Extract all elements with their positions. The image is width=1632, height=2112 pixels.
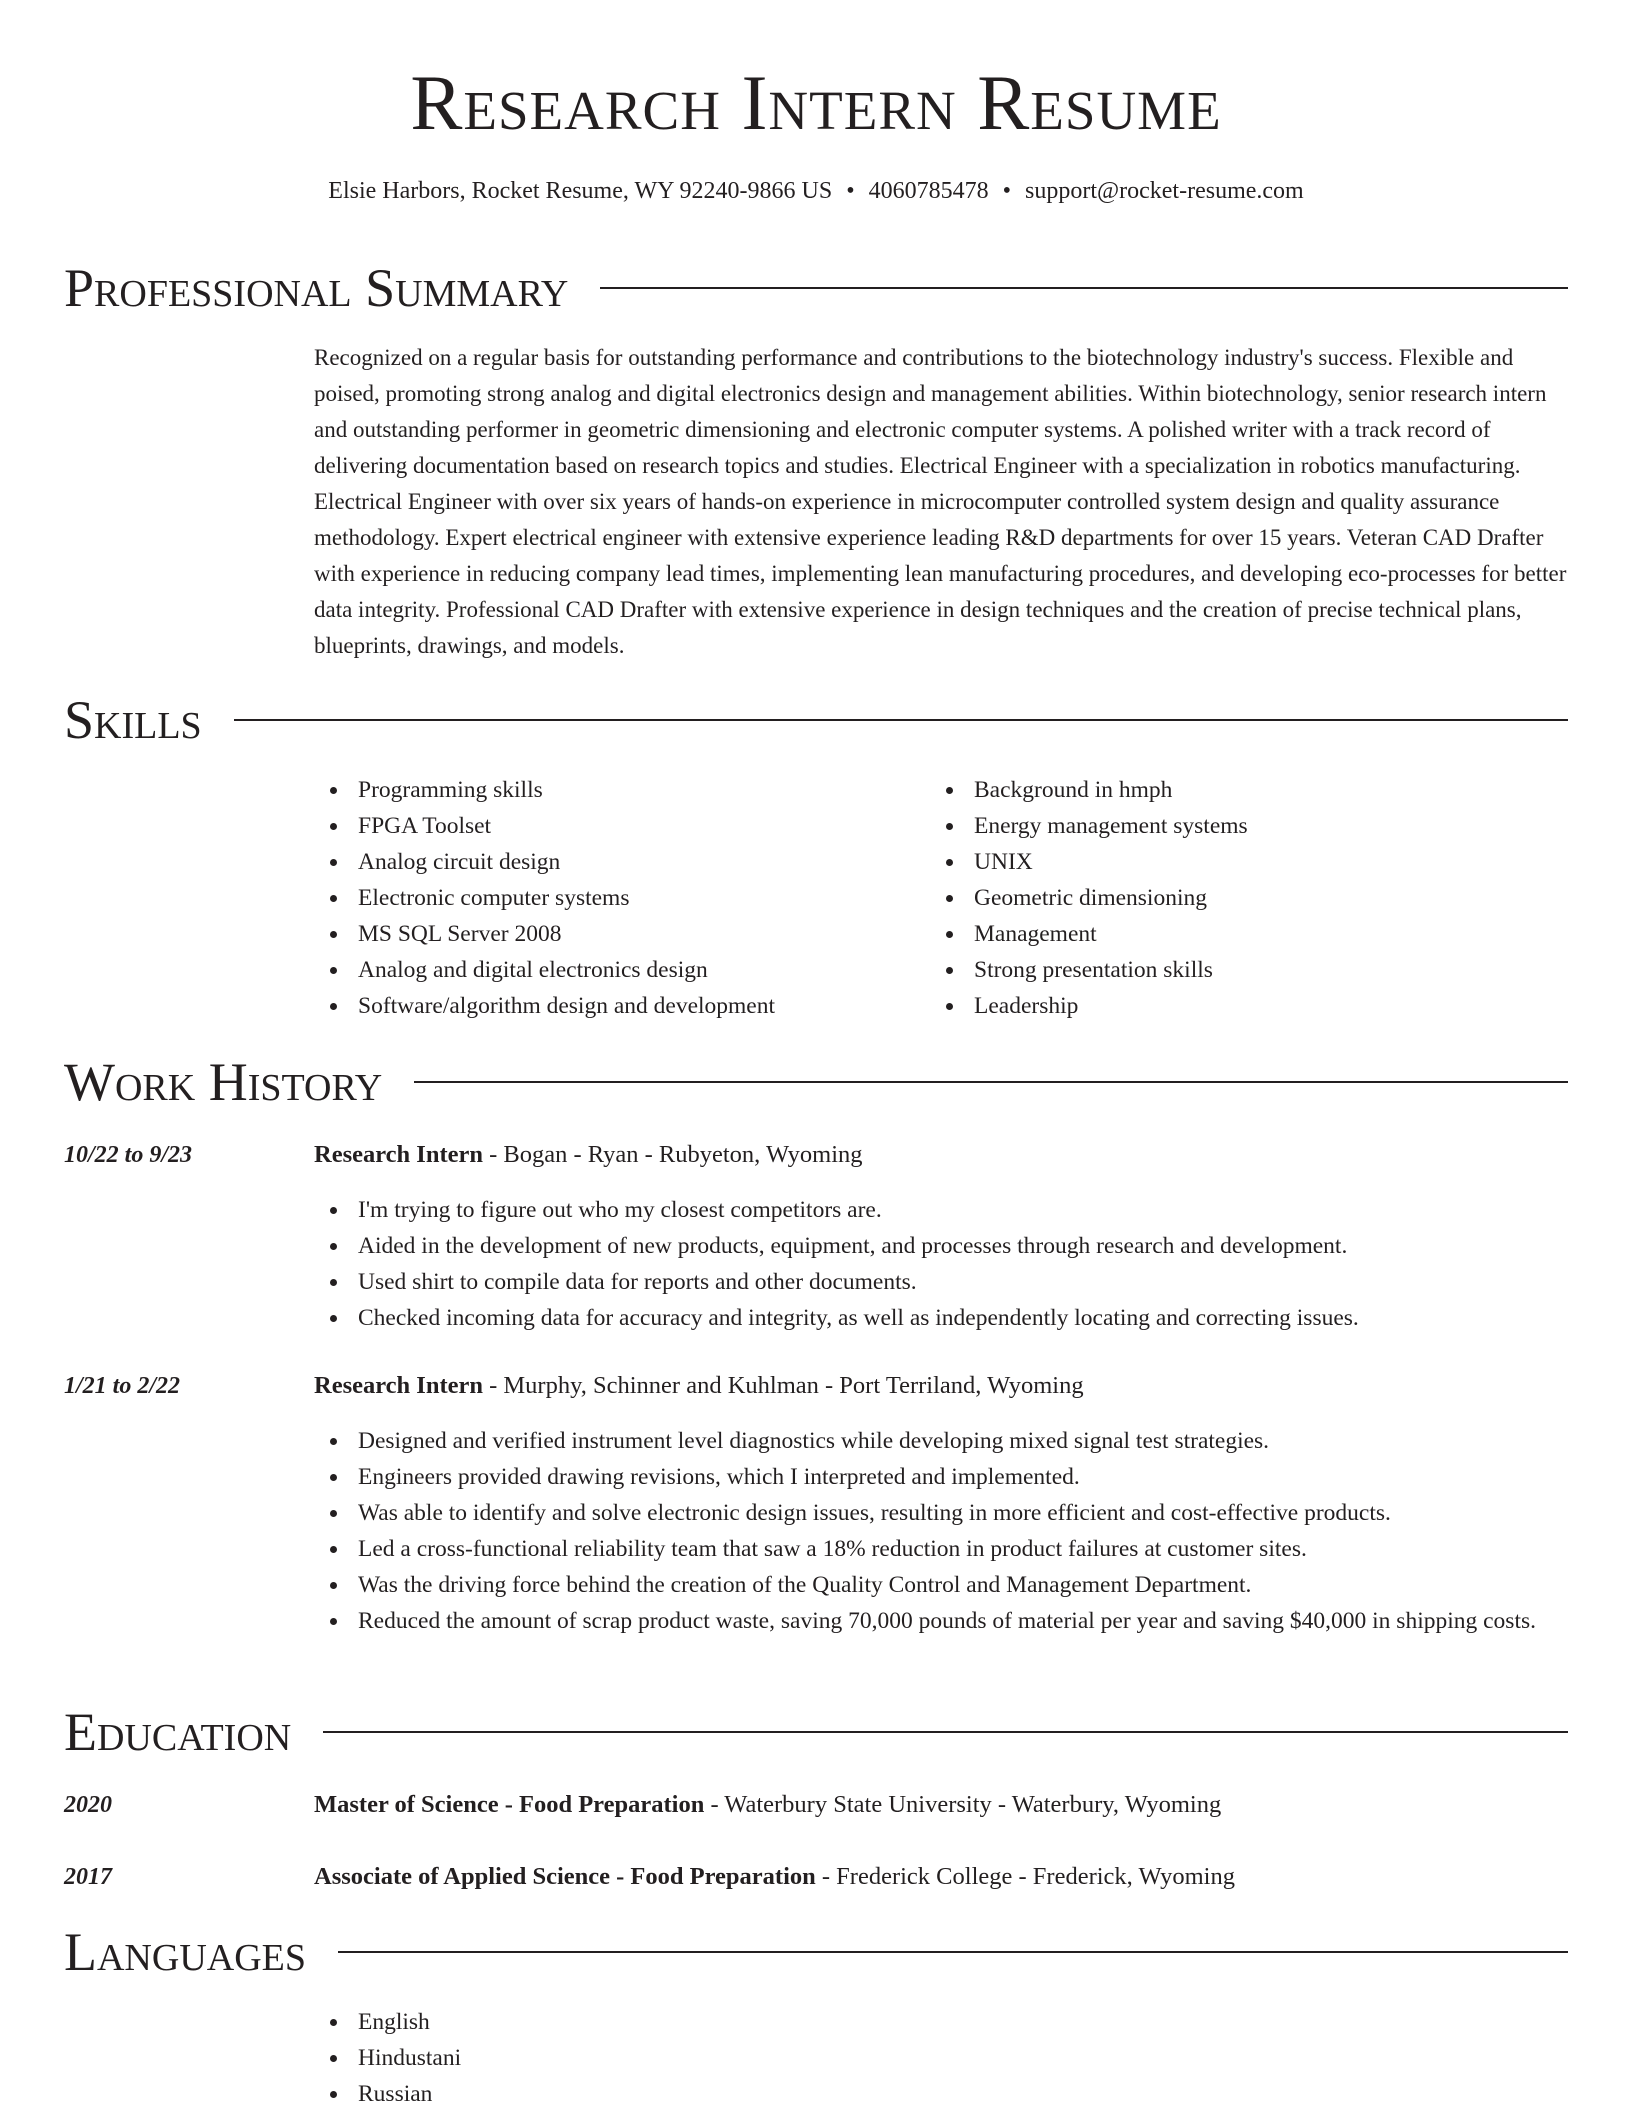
job-responsibilities [314, 1423, 1568, 1639]
skill-item: Analog and digital electronics design [314, 952, 914, 988]
education-degree: Associate of Applied Science - Food Preparation [314, 1863, 816, 1890]
skills-column-right [930, 772, 1570, 1024]
responsibility-item: Engineers provided drawing revisions, which I interpreted and implemented. [314, 1459, 1568, 1495]
skill-item: MS SQL Server 2008 [314, 916, 914, 952]
section-divider [600, 287, 1568, 289]
contact-separator: • [1002, 178, 1012, 204]
contact-email: support@rocket-resume.com [1025, 178, 1304, 204]
section-heading-summary [64, 256, 1568, 320]
skill-item: Management [930, 916, 1570, 952]
section-heading-education [64, 1700, 1568, 1764]
skill-item: Programming skills [314, 772, 914, 808]
skill-item: Electronic computer systems [314, 880, 914, 916]
contact-address: Elsie Harbors, Rocket Resume, WY 92240-9866 US [328, 178, 833, 204]
skills-list [930, 772, 1570, 1024]
job-employer: - Murphy, Schinner and Kuhlman - Port Terriland, Wyoming [482, 1372, 1084, 1399]
responsibility-item: Designed and verified instrument level diagnostics while developing mixed signal test strategies. [314, 1423, 1568, 1459]
section-divider [338, 1951, 1568, 1953]
responsibility-item: Was the driving force behind the creation of the Quality Control and Management Department. [314, 1567, 1568, 1603]
section-title: Work History [64, 1052, 383, 1112]
responsibility-item: Was able to identify and solve electronic design issues, resulting in more efficient and cost-effective products. [314, 1495, 1568, 1531]
responsibility-item: I'm trying to figure out who my closest competitors are. [314, 1192, 1568, 1228]
job-title: Research Intern [314, 1372, 483, 1399]
language-item: Russian [314, 2076, 914, 2112]
responsibility-list [314, 1192, 1568, 1336]
job-title: Research Intern [314, 1141, 483, 1168]
education-year: 2020 [64, 1792, 112, 1818]
section-title: Professional Summary [64, 258, 569, 318]
skill-item: Leadership [930, 988, 1570, 1024]
section-heading-languages [64, 1920, 1568, 1984]
skill-item: Software/algorithm design and development [314, 988, 914, 1024]
contact-phone: 4060785478 [868, 178, 989, 204]
skills-column-left [314, 772, 914, 1024]
resume-title: Research Intern Resume [410, 59, 1222, 146]
section-divider [323, 1731, 1568, 1733]
job-title-line [314, 1369, 1568, 1403]
responsibility-item: Aided in the development of new products, equipment, and processes through research and development. [314, 1228, 1568, 1264]
contact-separator: • [846, 178, 855, 204]
contact-line [0, 174, 1632, 208]
skill-item: Analog circuit design [314, 844, 914, 880]
education-degree: Master of Science - Food Preparation [314, 1791, 705, 1818]
section-heading-work [64, 1050, 1568, 1114]
job-employer: - Bogan - Ryan - Rubyeton, Wyoming [482, 1141, 863, 1168]
skill-item: Energy management systems [930, 808, 1570, 844]
section-heading-skills [64, 688, 1568, 752]
job-responsibilities [314, 1192, 1568, 1336]
skill-item: FPGA Toolset [314, 808, 914, 844]
summary-text: Recognized on a regular basis for outstanding performance and contributions to the biotechnology industry's success. Flexible and poised, promoting strong analog and digital electronics design and management abilities. Within biotechnology, senior research intern and outstanding performer in geometric dimensioning and electronic computer systems. A polished writer with a track record of delivering documentation based on research topics and studies. Electrical Engineer with a specialization in robotics manufacturing. Electrical Engineer with over six years of hands-on experience in microcomputer controlled system design and quality assurance methodology. Expert electrical engineer with extensive experience leading R&D departments for over 15 years. Veteran CAD Drafter with experience in reducing company lead times, implementing lean manufacturing procedures, and developing eco-processes for better data integrity. Professional CAD Drafter with extensive experience in design techniques and the creation of precise technical plans, blueprints, drawings, and models. [314, 345, 1567, 658]
education-line [314, 1788, 1568, 1822]
education-school: - Frederick College - Frederick, Wyoming [815, 1863, 1235, 1890]
section-title: Languages [64, 1922, 306, 1982]
skill-item: UNIX [930, 844, 1570, 880]
responsibility-item: Led a cross-functional reliability team that saw a 18% reduction in product failures at customer sites. [314, 1531, 1568, 1567]
responsibility-item: Used shirt to compile data for reports and other documents. [314, 1264, 1568, 1300]
responsibility-item: Reduced the amount of scrap product waste, saving 70,000 pounds of material per year and saving $40,000 in shipping costs. [314, 1603, 1568, 1639]
skills-list [314, 772, 914, 1024]
section-divider [234, 719, 1568, 721]
job-dates: 1/21 to 2/22 [64, 1373, 181, 1399]
languages-column [314, 2004, 914, 2112]
education-year: 2017 [64, 1864, 112, 1890]
section-title: Skills [64, 690, 202, 750]
education-school: - Waterbury State University - Waterbury, Wyoming [704, 1791, 1222, 1818]
skill-item: Strong presentation skills [930, 952, 1570, 988]
responsibility-item: Checked incoming data for accuracy and integrity, as well as independently locating and correcting issues. [314, 1300, 1568, 1336]
job-title-line [314, 1138, 1568, 1172]
languages-list [314, 2004, 914, 2112]
job-dates: 10/22 to 9/23 [64, 1142, 193, 1168]
section-title: Education [64, 1702, 292, 1762]
section-divider [414, 1081, 1568, 1083]
skill-item: Background in hmph [930, 772, 1570, 808]
responsibility-list [314, 1423, 1568, 1639]
language-item: Hindustani [314, 2040, 914, 2076]
education-line [314, 1860, 1568, 1894]
language-item: English [314, 2004, 914, 2040]
skill-item: Geometric dimensioning [930, 880, 1570, 916]
